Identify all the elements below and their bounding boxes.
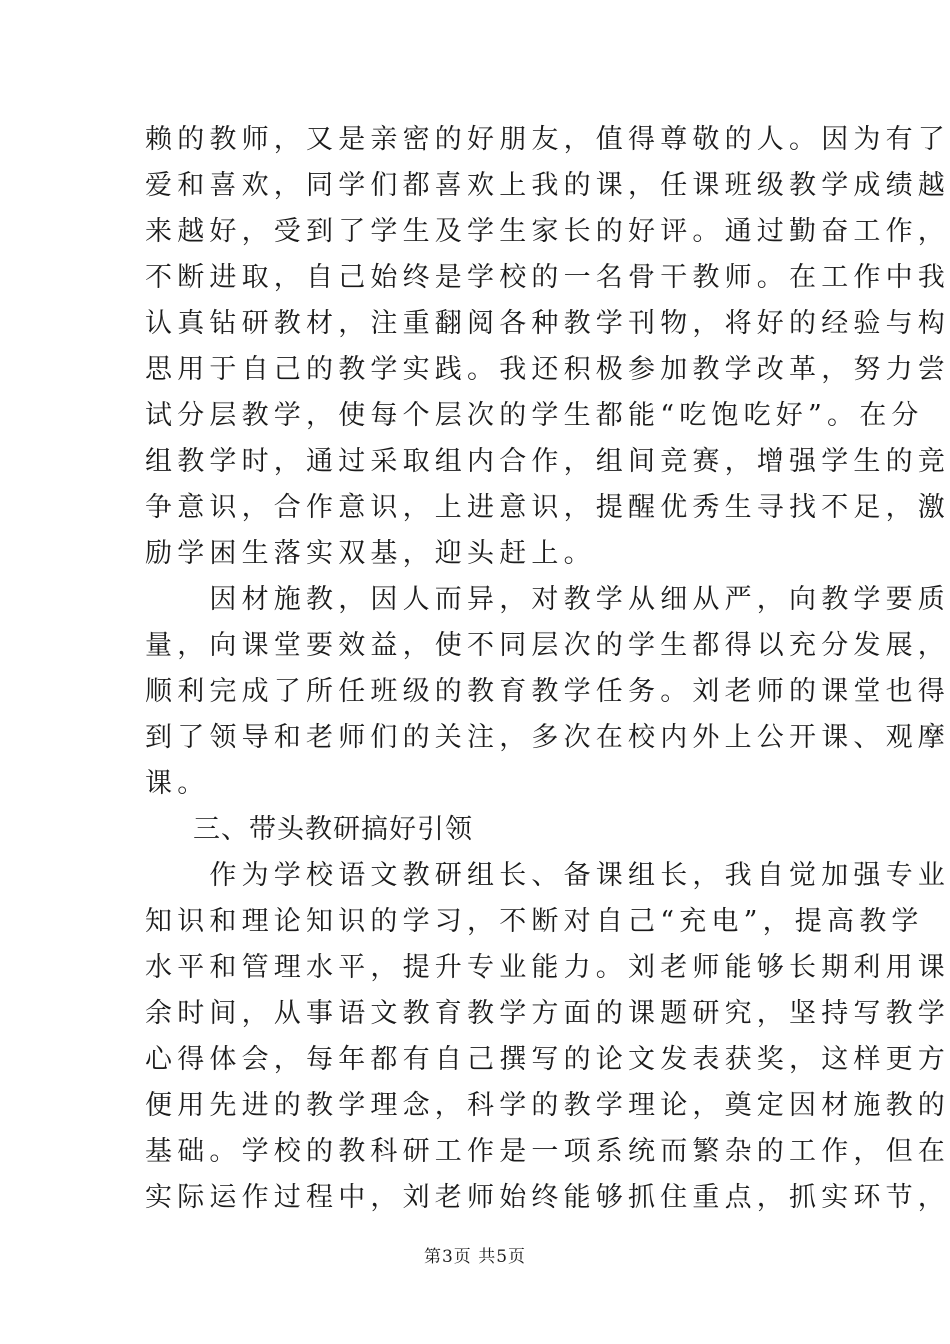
body-text-line: 爱和喜欢，同学们都喜欢上我的课，任课班级教学成绩越 (145, 170, 950, 201)
body-text-line: 课。 (145, 768, 210, 799)
body-text-line: 量，向课堂要效益，使不同层次的学生都得以充分发展， (145, 630, 950, 661)
body-text-line: 水平和管理水平，提升专业能力。刘老师能够长期利用课 (145, 952, 950, 983)
body-text-line: 基础。学校的教科研工作是一项系统而繁杂的工作，但在 (145, 1136, 950, 1167)
body-text-line: 顺利完成了所任班级的教育教学任务。刘老师的课堂也得 (145, 676, 950, 707)
body-text-line: 不断进取，自己始终是学校的一名骨干教师。在工作中我 (145, 262, 950, 293)
body-text-line: 知识和理论知识的学习，不断对自己“充电”，提高教学 (145, 906, 924, 937)
body-text-line: 作为学校语文教研组长、备课组长，我自觉加强专业 (145, 860, 950, 891)
body-text-line: 实际运作过程中，刘老师始终能够抓住重点，抓实环节， (145, 1182, 950, 1213)
body-text-line: 思用于自己的教学实践。我还积极参加教学改革，努力尝 (145, 354, 950, 385)
section-heading: 三、带头教研搞好引领 (193, 814, 473, 845)
body-text-line: 认真钻研教材，注重翻阅各种教学刊物，将好的经验与构 (145, 308, 950, 339)
body-text-line: 因材施教，因人而异，对教学从细从严，向教学要质 (145, 584, 950, 615)
body-text-line: 心得体会，每年都有自己撰写的论文发表获奖，这样更方 (145, 1044, 950, 1075)
body-text-line: 励学困生落实双基，迎头赶上。 (145, 538, 596, 569)
body-text-line: 赖的教师，又是亲密的好朋友，值得尊敬的人。因为有了 (145, 124, 950, 155)
body-text-line: 组教学时，通过采取组内合作，组间竞赛，增强学生的竞 (145, 446, 950, 477)
body-text-line: 来越好，受到了学生及学生家长的好评。通过勤奋工作， (145, 216, 950, 247)
body-text-line: 试分层教学，使每个层次的学生都能“吃饱吃好”。在分 (145, 400, 924, 431)
body-text-line: 便用先进的教学理念，科学的教学理论，奠定因材施教的 (145, 1090, 950, 1121)
page-footer: 第3页 共5页 (423, 1247, 527, 1267)
body-text-line: 争意识，合作意识，上进意识，提醒优秀生寻找不足，激 (145, 492, 950, 523)
body-text-line: 余时间，从事语文教育教学方面的课题研究，坚持写教学 (145, 998, 950, 1029)
body-text-line: 到了领导和老师们的关注，多次在校内外上公开课、观摩 (145, 722, 950, 753)
